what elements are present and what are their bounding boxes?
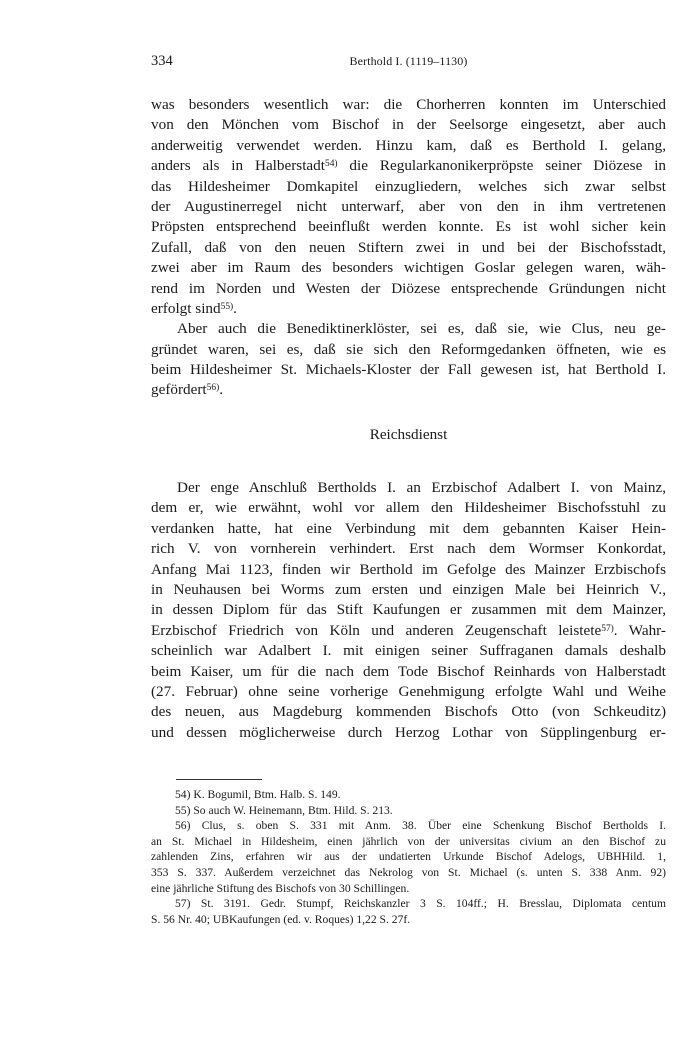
footnote-line: eine jährliche Stiftung des Bischofs von 30 Schillingen. <box>151 881 410 895</box>
footnote-line: 54) K. Bogumil, Btm. Halb. S. 149. <box>175 788 341 801</box>
text-line: dem er, wie erwähnt, wohl vor allem den Hildesheimer Bischofsstuhl zu <box>151 499 666 517</box>
text-line: beim Hildesheimer St. Michaels-Kloster der Fall gewesen ist, hat Berthold I. <box>151 361 666 379</box>
footnote-marker: 55) <box>220 301 234 312</box>
text-line: Erzbischof Friedrich von Köln und anderen Zeugenschaft leistete$^{57)}$. Wahr- <box>151 621 666 639</box>
text-line: rend im Norden und Westen der Diözese entsprechende Gründungen nicht <box>151 279 666 297</box>
footnote-line: an St. Michael in Hildesheim, einen jährlich von der universitas civium an den Bischof zu <box>151 834 666 848</box>
text-line: verdanken hatte, hat eine Verbindung mit dem gebannten Kaiser Hein- <box>151 519 666 537</box>
text-line: rich V. von vornherein verhindert. Erst nach dem Wormser Konkordat, <box>151 540 666 558</box>
text-line: Aber auch die Benediktinerklöster, sei es, daß sie, wie Clus, neu ge- <box>177 320 666 338</box>
page-number: 334 <box>151 53 173 69</box>
footnotes <box>151 787 666 927</box>
text-line: gefördert$^{56)}$. <box>151 381 223 399</box>
footnote-line: 353 S. 337. Außerdem verzeichnet das Nekrolog von St. Michael (s. unten S. 338 Anm. 92) <box>151 865 666 879</box>
footnote-marker: 57) <box>601 623 614 634</box>
body-text-bottom <box>151 478 666 743</box>
text-line: beim Kaiser, um für die nach dem Tode Bischof Reinhards von Halberstadt <box>151 662 666 680</box>
text-line: in Neuhausen bei Worms zum ersten und einzigen Male bei Heinrich V., <box>151 580 666 598</box>
body-text-top <box>151 95 666 401</box>
text-line: scheinlich war Adalbert I. mit einigen seiner Suffraganen damals deshalb <box>151 642 666 660</box>
text-line: Anfang Mai 1123, finden wir Berthold im Gefolge des Mainzer Erzbischofs <box>151 560 666 578</box>
text-line: anders als in Halberstadt$^{54)}$ die Regularkanonikerpröpste seiner Diözese in <box>151 157 667 175</box>
text-line: erfolgt sind$^{55)}$. <box>151 299 237 317</box>
text-line: was besonders wesentlich war: die Chorherren konnten im Unterschied <box>151 96 666 113</box>
running-head: Berthold I. (1119–1130) <box>349 54 468 68</box>
text-line: zwei aber im Raum des besonders wichtigen Goslar gelegen waren, wäh- <box>151 259 666 277</box>
text-line: das Hildesheimer Domkapitel einzugliedern, welches sich zwar selbst <box>151 177 666 195</box>
footnote-line: S. 56 Nr. 40; UBKaufungen (ed. v. Roques) 1,22 S. 27f. <box>151 912 411 926</box>
footnote-line: 57) St. 3191. Gedr. Stumpf, Reichskanzler 3 S. 104ff.; H. Bresslau, Diplomata centum <box>175 897 666 911</box>
text-line: gründet waren, sei es, daß sie sich den Reformgedanken öffneten, wie es <box>151 340 666 358</box>
text-line: des neuen, aus Magdeburg kommenden Bischofs Otto (von Schkeuditz) <box>151 703 666 721</box>
text-line: anderweitig verwendet werden. Hinzu kam, daß es Berthold I. gelang, <box>151 136 666 154</box>
page-header <box>151 53 666 73</box>
text-line: in dessen Diplom für das Stift Kaufungen er zusammen mit dem Mainzer, <box>151 601 666 619</box>
footnote-line: 56) Clus, s. oben S. 331 mit Anm. 38. Über eine Schenkung Bischof Bertholds I. <box>175 819 666 833</box>
text-line: Zufall, daß von den neuen Stiftern zwei in und bei der Bischofsstadt, <box>151 238 666 256</box>
footnote-line: zahlenden Zins, erfahren wir aus der undatierten Urkunde Bischof Adelogs, UBHHild. 1, <box>151 850 666 864</box>
text-line: Der enge Anschluß Bertholds I. an Erzbischof Adalbert I. von Mainz, <box>177 479 666 496</box>
text-line: und dessen möglicherweise durch Herzog Lothar von Süpplingenburg er- <box>151 723 666 741</box>
footnote-divider <box>176 779 262 780</box>
footnote-line: 55) So auch W. Heinemann, Btm. Hild. S. 213. <box>175 803 393 817</box>
text-line: von den Mönchen vom Bischof in der Seelsorge eingesetzt, aber auch <box>151 116 666 134</box>
footnote-marker: 54) <box>324 158 338 169</box>
text-line: Pröpsten entsprechend beeinflußt werden konnte. Es ist wohl sicher kein <box>151 218 666 236</box>
text-line: der Augustinerregel nicht unterwarf, aber von den in ihm vertretenen <box>151 197 666 215</box>
section-heading: Reichsdienst <box>369 426 448 443</box>
footnote-marker: 56) <box>206 383 220 394</box>
text-line: (27. Februar) ohne seine vorherige Genehmigung erfolgte Wahl und Weihe <box>151 682 666 700</box>
